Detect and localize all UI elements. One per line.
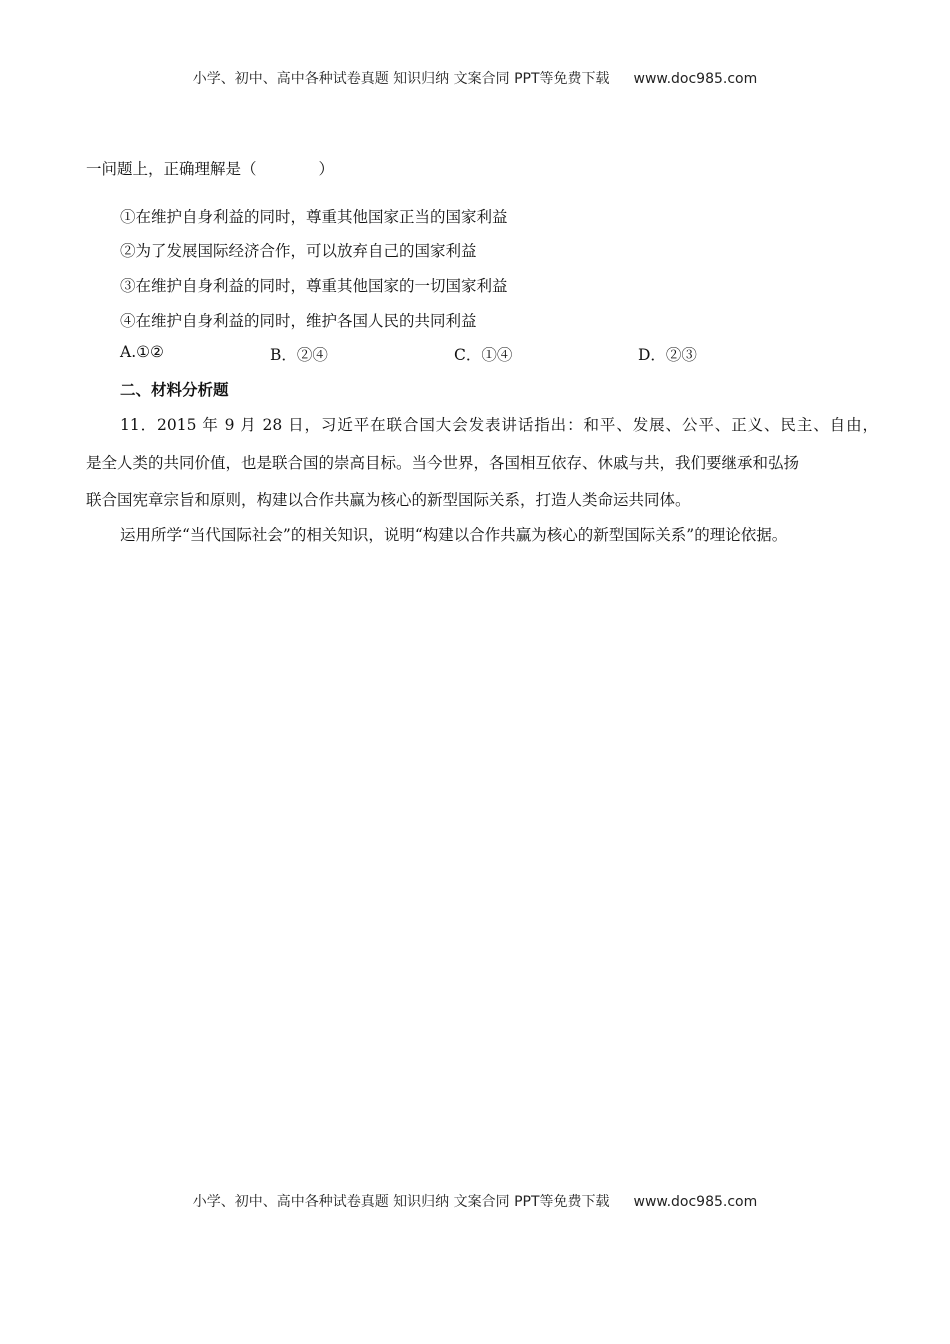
- statement-2: ②为了发展国际经济合作，可以放弃自己的国家利益: [120, 242, 477, 260]
- question-stem-tail: 一问题上，正确理解是（ ）: [86, 160, 335, 178]
- page-footer: [0, 1191, 950, 1211]
- choice-a: A.①②: [120, 343, 164, 361]
- q11-line-2: 是全人类的共同价值，也是联合国的崇高目标。当今世界，各国相互依存、休戚与共，我们要继承和弘扬: [86, 454, 800, 472]
- q11-line-1: 11．2015 年 9 月 28 日，习近平在联合国大会发表讲话指出：和平、发展、公平、正义、民主、自由，: [120, 416, 878, 434]
- statement-3: ③在维护自身利益的同时，尊重其他国家的一切国家利益: [120, 277, 508, 295]
- page-header: [0, 68, 950, 88]
- header-url[interactable]: www.doc985.com: [633, 71, 758, 87]
- section-title: 二、材料分析题: [120, 380, 229, 399]
- q11-prompt: 运用所学“当代国际社会”的相关知识，说明“构建以合作共赢为核心的新型国际关系”的理论依据。: [120, 526, 788, 544]
- footer-url[interactable]: www.doc985.com: [633, 1194, 758, 1210]
- footer-text: 小学、初中、高中各种试卷真题 知识归纳 文案合同 PPT等免费下载: [192, 1194, 610, 1210]
- statement-4: ④在维护自身利益的同时，维护各国人民的共同利益: [120, 312, 477, 330]
- choice-d: D．②③: [638, 346, 697, 364]
- header-text: 小学、初中、高中各种试卷真题 知识归纳 文案合同 PPT等免费下载: [192, 71, 610, 87]
- choice-b: B．②④: [270, 346, 328, 364]
- choice-c: C．①④: [454, 346, 513, 364]
- statement-1: ①在维护自身利益的同时，尊重其他国家正当的国家利益: [120, 208, 508, 226]
- q11-line-3: 联合国宪章宗旨和原则，构建以合作共赢为核心的新型国际关系，打造人类命运共同体。: [86, 491, 691, 509]
